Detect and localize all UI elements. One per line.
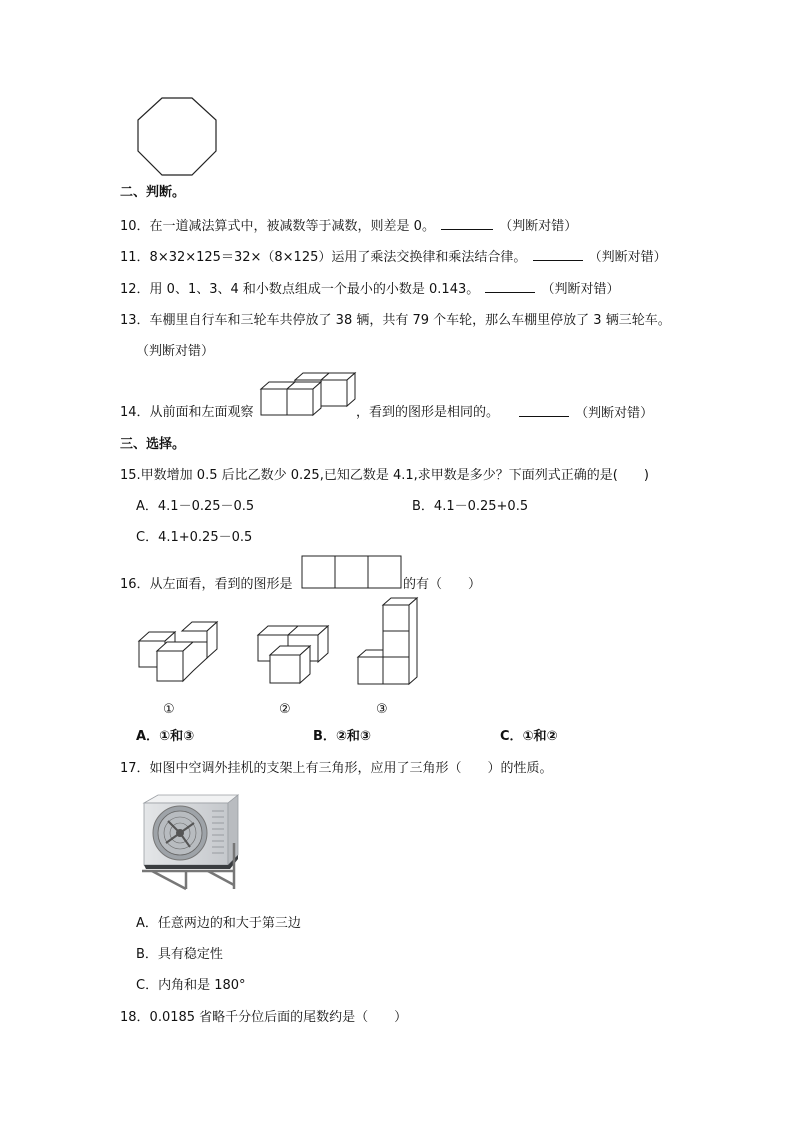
question-12 bbox=[120, 280, 620, 299]
q12-answer-blank[interactable] bbox=[485, 280, 535, 293]
q17-option-a[interactable]: A．任意两边的和大于第三边 bbox=[136, 916, 301, 931]
q11-text: 11．8×32×125＝32×（8×125）运用了乘法交换律和乘法结合律。 bbox=[120, 250, 527, 265]
q16-figure-2 bbox=[256, 625, 330, 685]
q14-prefix: 14．从前面和左面观察 bbox=[120, 405, 254, 420]
air-conditioner-image bbox=[138, 793, 242, 893]
q10-text: 10．在一道减法算式中，被减数等于减数，则差是 0。 bbox=[120, 219, 435, 234]
q16-option-c[interactable]: C．①和② bbox=[500, 729, 558, 744]
q16-figure-3 bbox=[357, 597, 419, 685]
q16-figure-2-label: ② bbox=[279, 702, 291, 717]
question-11 bbox=[120, 248, 667, 267]
q10-answer-blank[interactable] bbox=[441, 217, 493, 230]
q17-option-c[interactable]: C．内角和是 180° bbox=[136, 978, 246, 993]
question-10 bbox=[120, 217, 577, 236]
q16-figure-3-label: ③ bbox=[376, 702, 388, 717]
q10-suffix: （判断对错） bbox=[499, 219, 578, 234]
q16-option-b[interactable]: B．②和③ bbox=[313, 729, 371, 744]
q16-option-a[interactable]: A．①和③ bbox=[136, 729, 195, 744]
q16-three-squares-figure bbox=[301, 555, 403, 589]
q16-figure-1-label: ① bbox=[163, 702, 175, 717]
q15-option-b[interactable]: B．4.1－0.25+0.5 bbox=[412, 499, 529, 514]
q14-cube-figure bbox=[259, 372, 359, 420]
q16-figure-1 bbox=[137, 621, 219, 683]
octagon-figure bbox=[136, 97, 218, 177]
q15-option-a[interactable]: A．4.1－0.25－0.5 bbox=[136, 499, 255, 514]
q11-suffix: （判断对错） bbox=[588, 250, 667, 265]
section-3-title: 三、选择。 bbox=[120, 437, 186, 452]
q15-option-c[interactable]: C．4.1+0.25－0.5 bbox=[136, 530, 253, 545]
q14-suffix: ，看到的图形是相同的。 bbox=[356, 405, 500, 420]
q14-judge-hint: （判断对错） bbox=[575, 406, 654, 421]
q16-prefix: 16．从左面看，看到的图形是 bbox=[120, 577, 293, 592]
section-2-title: 二、判断。 bbox=[120, 185, 186, 200]
q17-option-b[interactable]: B．具有稳定性 bbox=[136, 947, 223, 962]
q14-tail bbox=[517, 404, 653, 423]
question-13: 13．车棚里自行车和三轮车共停放了 38 辆，共有 79 个车轮，那么车棚里停放了 3 辆三轮车。 bbox=[120, 313, 671, 328]
q12-suffix: （判断对错） bbox=[541, 282, 620, 297]
question-17: 17．如图中空调外挂机的支架上有三角形，应用了三角形（ ）的性质。 bbox=[120, 761, 553, 776]
q12-text: 12．用 0、1、3、4 和小数点组成一个最小的小数是 0.143。 bbox=[120, 282, 480, 297]
q16-suffix: 的有（ ） bbox=[403, 577, 482, 592]
q14-answer-blank[interactable] bbox=[519, 404, 569, 417]
question-15: 15.甲数增加 0.5 后比乙数少 0.25,已知乙数是 4.1,求甲数是多少？下面列式正确的是( ) bbox=[120, 468, 649, 483]
question-18: 18．0.0185 省略千分位后面的尾数约是（ ） bbox=[120, 1010, 408, 1025]
q13-judge-hint: （判断对错） bbox=[136, 344, 215, 359]
q11-answer-blank[interactable] bbox=[533, 248, 583, 261]
